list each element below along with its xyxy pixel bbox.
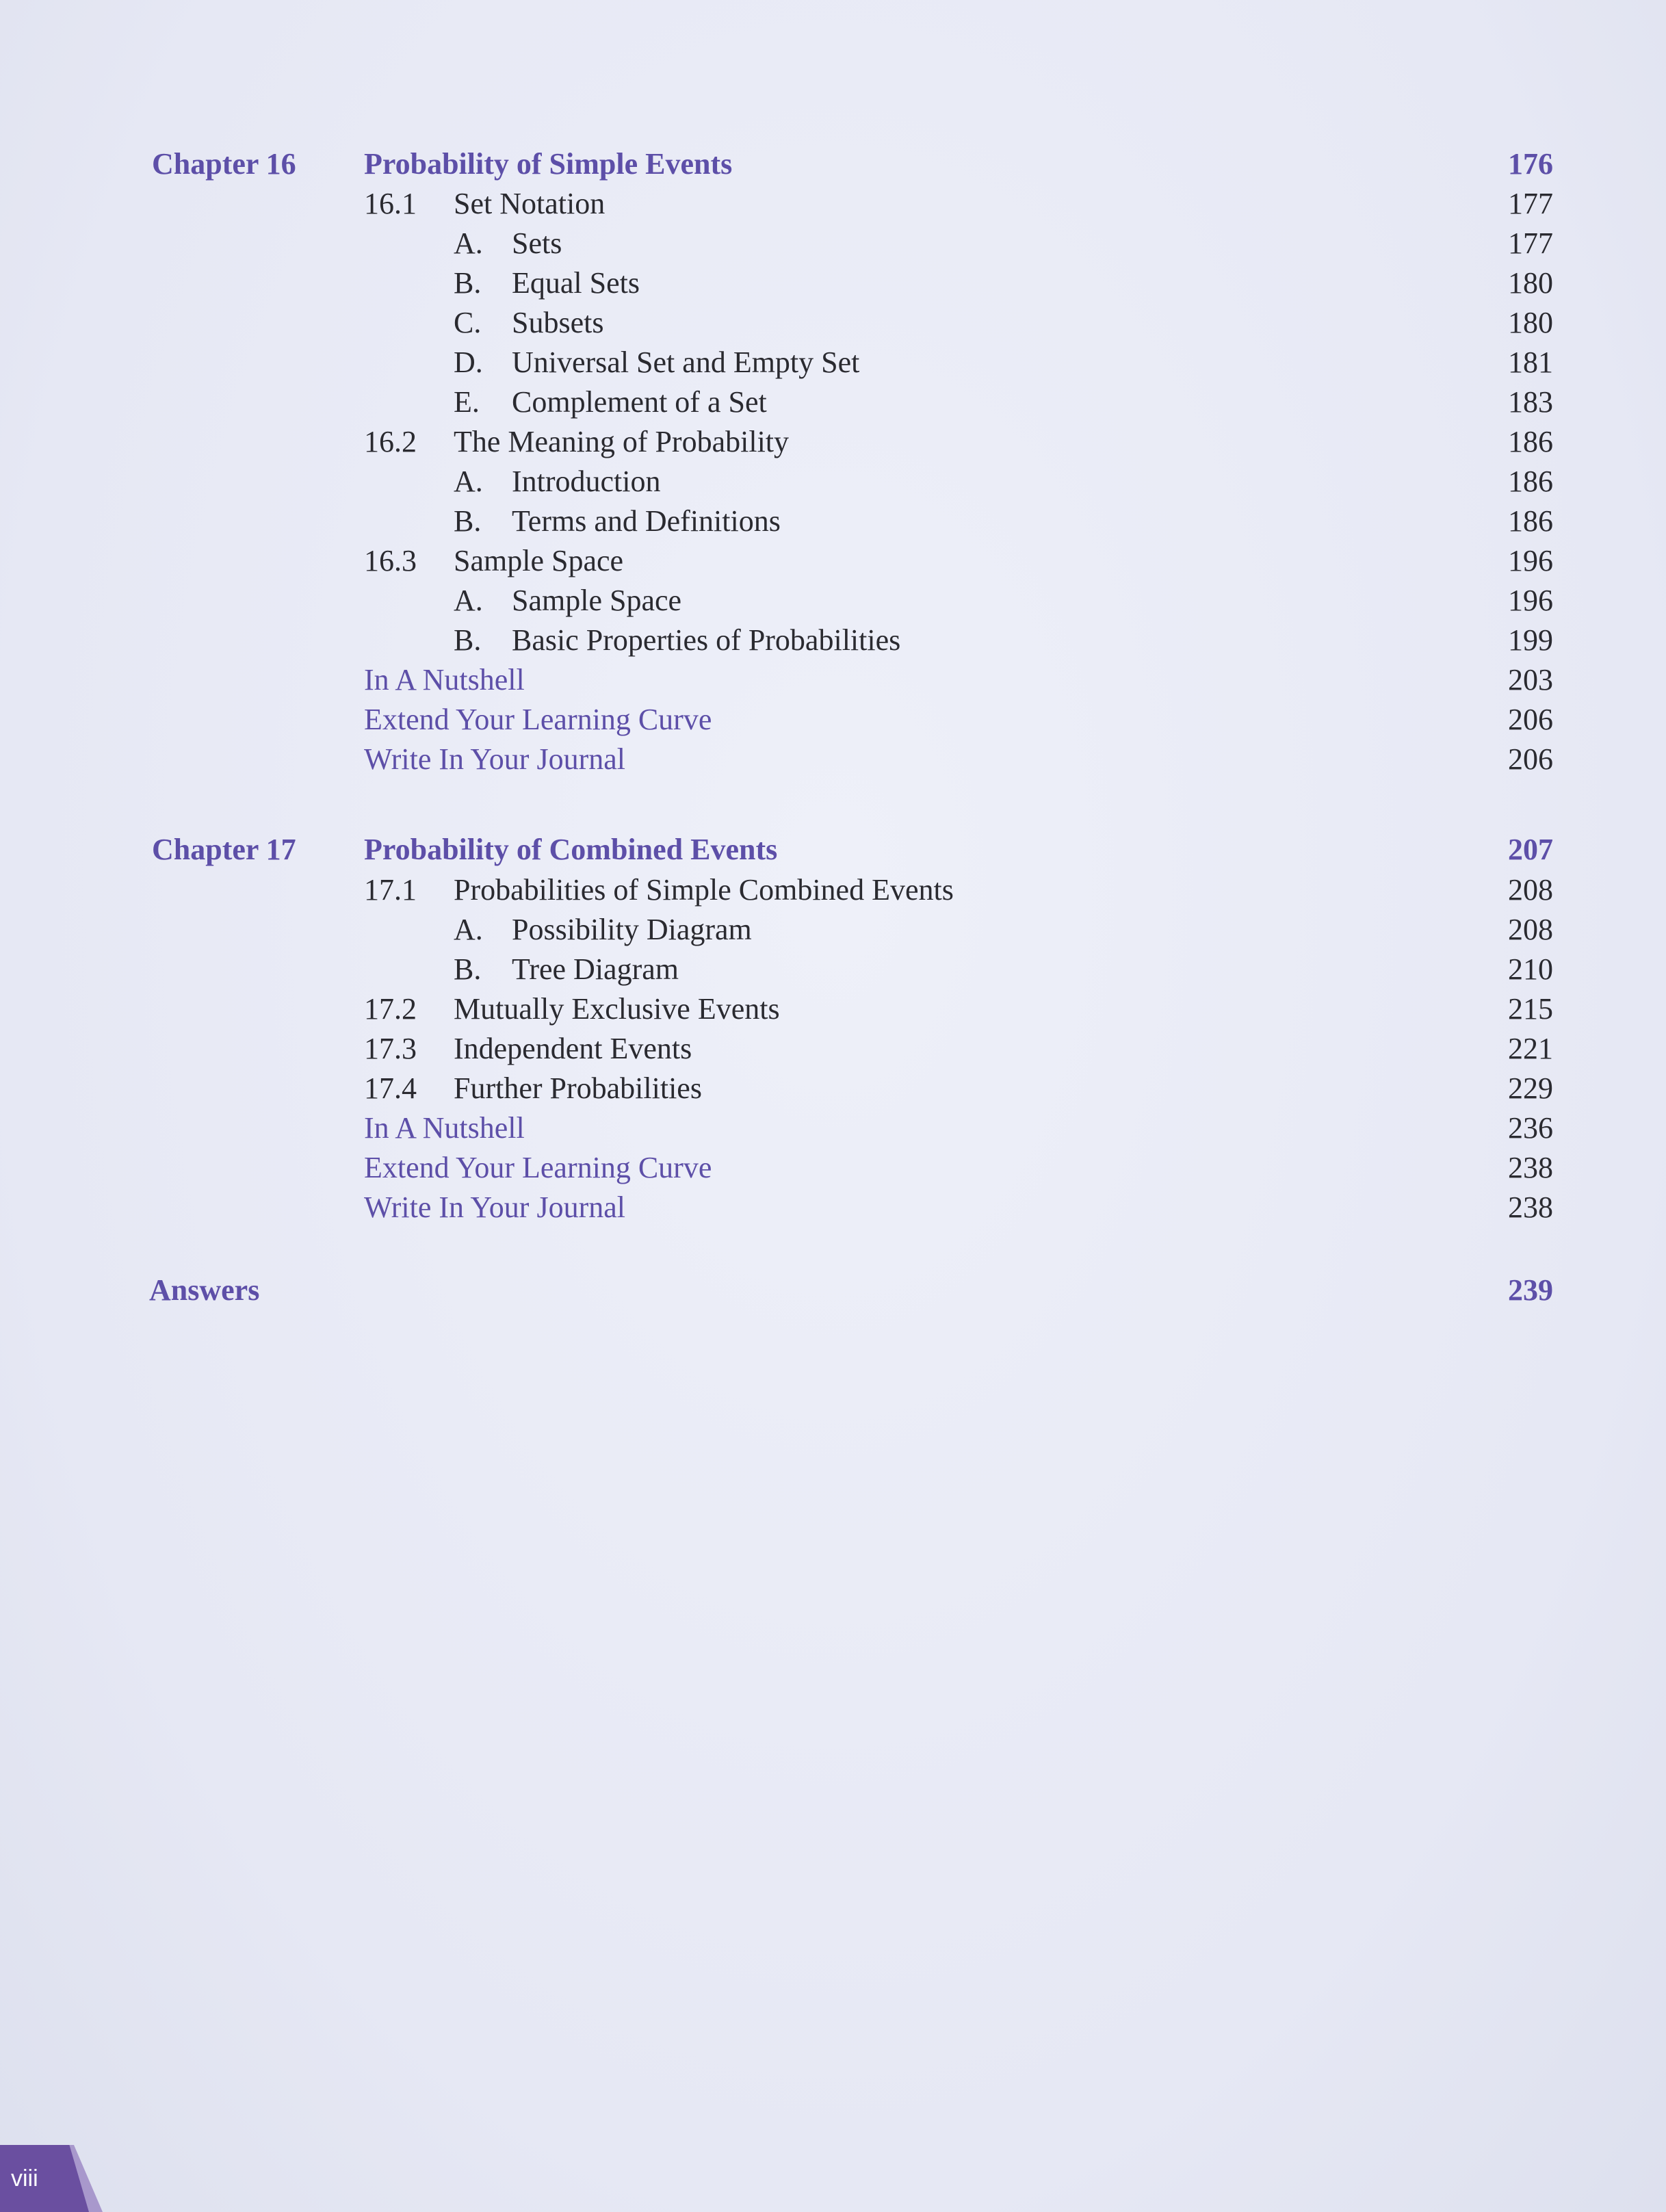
toc-back-matter[interactable] xyxy=(0,1108,1666,1148)
answers-heading[interactable] xyxy=(0,1271,1666,1310)
back-matter-title: Extend Your Learning Curve xyxy=(364,1151,712,1184)
page-number: 176 xyxy=(1508,147,1553,181)
toc-subsection[interactable] xyxy=(0,382,1666,422)
page-folio: viii xyxy=(11,2165,38,2191)
subsection-letter: A. xyxy=(454,584,483,617)
chapter-17-heading[interactable] xyxy=(0,830,1666,870)
subsection-title: Equal Sets xyxy=(512,266,640,300)
page-number: 186 xyxy=(1508,504,1553,538)
page-number: 186 xyxy=(1508,425,1553,458)
toc-section-17-2[interactable] xyxy=(0,989,1666,1029)
toc-subsection[interactable] xyxy=(0,950,1666,989)
section-title: The Meaning of Probability xyxy=(454,425,790,458)
page-number: 239 xyxy=(1508,1273,1553,1307)
toc-subsection[interactable] xyxy=(0,224,1666,263)
toc-section-17-4[interactable] xyxy=(0,1069,1666,1108)
subsection-letter: B. xyxy=(454,952,482,986)
chapter-16-heading[interactable] xyxy=(0,144,1666,184)
back-matter-title: In A Nutshell xyxy=(364,1111,525,1145)
chapter-label: Chapter 17 xyxy=(152,833,296,866)
page-number: 229 xyxy=(1508,1071,1553,1105)
subsection-letter: C. xyxy=(454,306,482,339)
toc-section-16-1[interactable] xyxy=(0,184,1666,224)
page-number: 207 xyxy=(1508,833,1553,866)
toc-subsection[interactable] xyxy=(0,621,1666,660)
section-number: 17.4 xyxy=(364,1071,417,1105)
page-number: 180 xyxy=(1508,266,1553,300)
back-matter-title: Write In Your Journal xyxy=(364,742,625,776)
toc-section-17-3[interactable] xyxy=(0,1029,1666,1069)
section-number: 16.3 xyxy=(364,544,417,577)
page-number: 210 xyxy=(1508,952,1553,986)
subsection-title: Sets xyxy=(512,226,562,260)
page-number: 199 xyxy=(1508,623,1553,657)
section-title: Set Notation xyxy=(454,187,606,220)
page-number: 196 xyxy=(1508,544,1553,577)
chapter-title: Probability of Combined Events xyxy=(364,833,778,866)
back-matter-title: Write In Your Journal xyxy=(364,1190,625,1224)
toc-subsection[interactable] xyxy=(0,343,1666,382)
subsection-title: Sample Space xyxy=(512,584,682,617)
toc-back-matter[interactable] xyxy=(0,700,1666,740)
page-number: 236 xyxy=(1508,1111,1553,1145)
subsection-title: Universal Set and Empty Set xyxy=(512,346,860,379)
subsection-letter: B. xyxy=(454,623,482,657)
toc-subsection[interactable] xyxy=(0,581,1666,621)
toc-subsection[interactable] xyxy=(0,502,1666,541)
subsection-letter: A. xyxy=(454,913,483,946)
subsection-letter: B. xyxy=(454,504,482,538)
subsection-title: Subsets xyxy=(512,306,604,339)
back-matter-title: Extend Your Learning Curve xyxy=(364,703,712,736)
subsection-letter: B. xyxy=(454,266,482,300)
page-number: 186 xyxy=(1508,465,1553,498)
page-number: 181 xyxy=(1508,346,1553,379)
subsection-letter: D. xyxy=(454,346,483,379)
subsection-title: Tree Diagram xyxy=(512,952,679,986)
page-number: 208 xyxy=(1508,913,1553,946)
section-number: 17.1 xyxy=(364,873,417,907)
section-title: Probabilities of Simple Combined Events xyxy=(454,873,954,907)
page-number: 180 xyxy=(1508,306,1553,339)
section-title: Independent Events xyxy=(454,1032,692,1065)
chapter-label: Chapter 16 xyxy=(152,147,296,181)
page-number: 208 xyxy=(1508,873,1553,907)
section-number: 16.1 xyxy=(364,187,417,220)
subsection-letter: A. xyxy=(454,226,483,260)
section-title: Mutually Exclusive Events xyxy=(454,992,780,1026)
back-matter-title: In A Nutshell xyxy=(364,663,525,697)
subsection-letter: A. xyxy=(454,465,483,498)
subsection-title: Basic Properties of Probabilities xyxy=(512,623,901,657)
toc-back-matter[interactable] xyxy=(0,660,1666,700)
page-number: 215 xyxy=(1508,992,1553,1026)
toc-section-16-3[interactable] xyxy=(0,541,1666,581)
page-number: 196 xyxy=(1508,584,1553,617)
toc-back-matter[interactable] xyxy=(0,1148,1666,1188)
subsection-title: Terms and Definitions xyxy=(512,504,781,538)
section-number: 16.2 xyxy=(364,425,417,458)
page-number: 203 xyxy=(1508,663,1553,697)
page-number: 183 xyxy=(1508,385,1553,419)
subsection-title: Complement of a Set xyxy=(512,385,767,419)
answers-label: Answers xyxy=(149,1273,260,1307)
toc-subsection[interactable] xyxy=(0,462,1666,502)
page-number: 206 xyxy=(1508,703,1553,736)
page-number: 238 xyxy=(1508,1190,1553,1224)
page-number: 177 xyxy=(1508,226,1553,260)
section-number: 17.3 xyxy=(364,1032,417,1065)
page-number: 206 xyxy=(1508,742,1553,776)
toc-back-matter[interactable] xyxy=(0,1188,1666,1227)
section-title: Sample Space xyxy=(454,544,624,577)
section-number: 17.2 xyxy=(364,992,417,1026)
page-number: 221 xyxy=(1508,1032,1553,1065)
toc-section-17-1[interactable] xyxy=(0,870,1666,910)
toc-subsection[interactable] xyxy=(0,910,1666,950)
subsection-title: Possibility Diagram xyxy=(512,913,752,946)
chapter-title: Probability of Simple Events xyxy=(364,147,733,181)
subsection-letter: E. xyxy=(454,385,480,419)
toc-subsection[interactable] xyxy=(0,263,1666,303)
subsection-title: Introduction xyxy=(512,465,661,498)
toc-back-matter[interactable] xyxy=(0,740,1666,779)
page-number: 177 xyxy=(1508,187,1553,220)
toc-section-16-2[interactable] xyxy=(0,422,1666,462)
page-number: 238 xyxy=(1508,1151,1553,1184)
toc-subsection[interactable] xyxy=(0,303,1666,343)
section-title: Further Probabilities xyxy=(454,1071,702,1105)
